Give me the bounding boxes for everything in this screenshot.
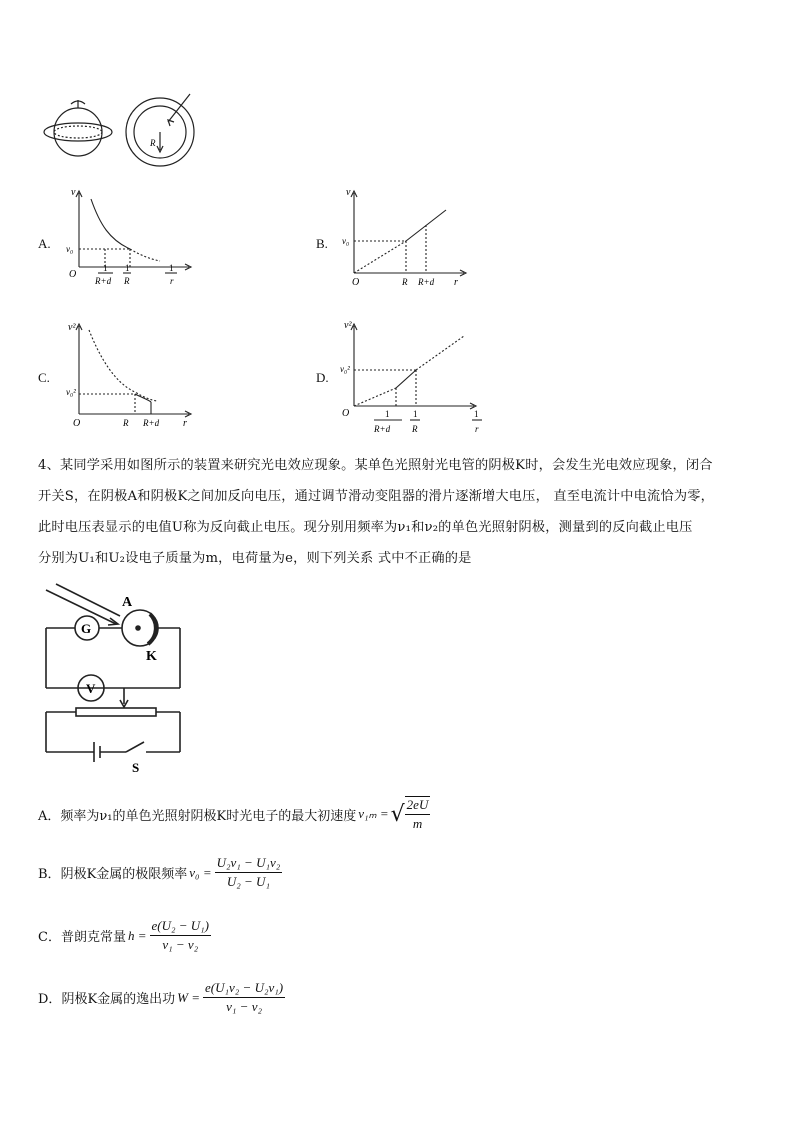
choice-c-den: ν₁ − ν₂	[162, 937, 199, 952]
graph-c-y-tick: v₀²	[66, 387, 76, 397]
choice-d-text: 阴极K金属的逸出功	[61, 992, 176, 1007]
graph-b-xtick-2: R+d	[418, 277, 435, 287]
label-anode: A	[122, 595, 133, 610]
choice-c-fraction	[150, 918, 212, 953]
choice-d-fraction	[203, 980, 285, 1015]
option-c-label: C.	[38, 370, 50, 385]
graph-b-xtick-1: R	[402, 277, 408, 287]
option-d-label: D.	[316, 370, 329, 385]
graph-b-y-tick: v₀	[342, 236, 350, 246]
choice-b-den: U₂ − U₁	[226, 874, 270, 889]
graph-a-xtick-2-den: R	[124, 276, 130, 286]
choice-a-fraction	[405, 796, 431, 832]
choice-c	[38, 918, 214, 953]
graph-b-x-axis: r	[454, 277, 458, 288]
choice-d-formula-lhs: W =	[177, 989, 201, 1005]
option-a-label: A.	[38, 236, 51, 251]
graph-a-y-axis: v	[71, 187, 76, 198]
choice-d-den: ν₁ − ν₂	[226, 999, 262, 1014]
graph-d-y-axis: v²	[344, 320, 352, 331]
choice-c-formula-lhs: h =	[127, 927, 147, 943]
graph-d-y-tick: v₀²	[340, 364, 350, 374]
graph-d	[340, 318, 490, 440]
graph-d-x-axis-den: r	[475, 424, 479, 434]
choice-a-sqrt-icon: √	[390, 801, 405, 827]
choice-c-num: e(U₂ − U₁)	[150, 918, 212, 936]
graph-a-x-axis-den: r	[170, 276, 174, 286]
ring-figure	[126, 94, 194, 166]
graph-a-origin: O	[69, 269, 77, 280]
label-cathode: K	[146, 649, 157, 664]
graph-d-xtick-2-den: R	[412, 424, 418, 434]
option-b-label: B.	[316, 236, 328, 251]
choice-c-label: C．	[38, 930, 61, 945]
choice-a	[38, 796, 433, 832]
graph-a-y-tick: v₀	[66, 244, 74, 254]
circuit-diagram	[36, 580, 196, 775]
graph-b	[340, 185, 470, 295]
graph-d-origin: O	[342, 408, 350, 419]
graph-c-x-axis: r	[183, 418, 187, 429]
choice-c-text: 普朗克常量	[60, 930, 126, 945]
graph-d-xtick-2-num: 1	[413, 409, 418, 419]
question-4	[38, 450, 758, 574]
choice-d	[38, 980, 288, 1015]
label-voltmeter: V	[86, 681, 96, 696]
graph-a-xtick-1-num: 1	[103, 263, 108, 273]
question-4-line-2: 开关S，在阴极A和阴极K之间加反向电压，通过调节滑动变阻器的滑片逐渐增大电压， 直至电流计中电流恰为零，	[38, 489, 714, 504]
choice-b-fraction	[215, 855, 283, 890]
choice-a-den: m	[412, 816, 423, 831]
graph-d-xtick-1-num: 1	[385, 409, 390, 419]
graph-a	[65, 185, 195, 295]
choice-b-label: B．	[38, 867, 61, 882]
question-4-line-1: 4、某同学采用如图所示的装置来研究光电效应现象。某单色光照射光电管的阴极K时，会发生光电效应现象，闭合	[38, 458, 713, 473]
choice-b	[38, 855, 285, 890]
globe-figure	[44, 100, 112, 156]
choice-b-num: U₂ν₁ − U₁ν₂	[215, 855, 283, 873]
graph-a-xtick-2-num: 1	[125, 263, 130, 273]
choice-a-formula-lhs: v₁ₘ =	[358, 806, 389, 821]
graph-b-y-axis: v	[346, 187, 351, 198]
graph-a-x-axis-num: 1	[169, 263, 174, 273]
choice-a-text: 频率为ν₁的单色光照射阴极K时光电子的最大初速度	[60, 808, 357, 824]
label-switch: S	[132, 760, 140, 775]
choice-b-formula-lhs: ν₀ =	[189, 864, 212, 880]
choice-a-num: 2eU	[405, 797, 431, 815]
question-4-line-3: 此时电压表显示的电值U称为反向截止电压。现分别用频率为ν₁和ν₂的单色光照射阴极，测量到的反向截止电压	[38, 520, 693, 535]
graph-a-xtick-1-den: R+d	[95, 276, 112, 286]
graph-c-origin: O	[73, 418, 81, 429]
choice-d-num: e(U₁ν₂ − U₂ν₁)	[203, 980, 285, 998]
graph-c-y-axis: v²	[68, 322, 76, 333]
choice-a-label: A．	[38, 808, 61, 824]
graph-c	[65, 318, 195, 433]
graph-d-x-axis-num: 1	[474, 409, 479, 419]
label-galvanometer: G	[81, 621, 92, 636]
graph-d-xtick-1-den: R+d	[374, 424, 391, 434]
graph-b-origin: O	[352, 277, 360, 288]
graph-c-xtick-1: R	[123, 418, 129, 428]
top-figure	[40, 90, 230, 170]
graph-c-xtick-2: R+d	[143, 418, 160, 428]
question-4-line-4: 分别为U₁和U₂设电子质量为m，电荷量为e，则下列关系 式中不正确的是	[38, 551, 472, 566]
radius-label: R	[150, 138, 156, 148]
choice-d-label: D．	[38, 992, 62, 1007]
choice-b-text: 阴极K金属的极限频率	[60, 867, 188, 882]
